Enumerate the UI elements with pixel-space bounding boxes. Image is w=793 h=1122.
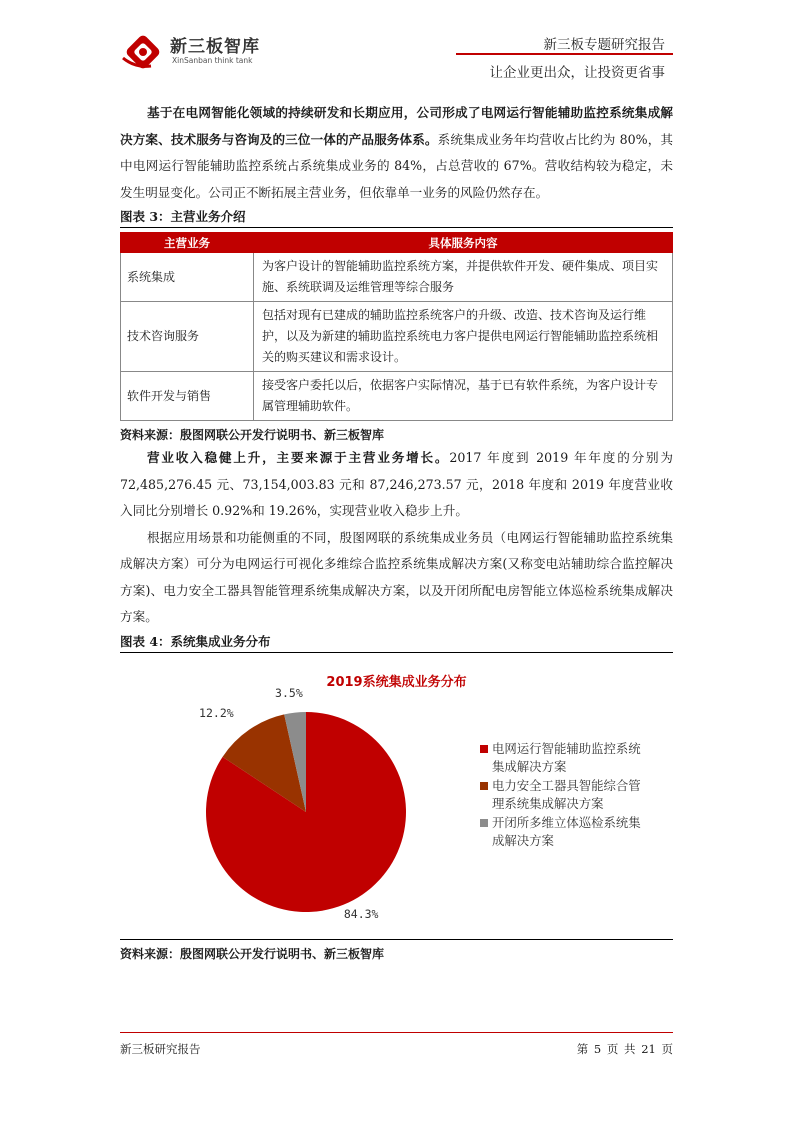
pie-value-label: 3.5% bbox=[275, 686, 303, 701]
table-header-business: 主营业务 bbox=[121, 233, 254, 253]
header-divider bbox=[456, 53, 673, 55]
logo-mark-icon bbox=[120, 30, 166, 74]
paragraph-segments: 根据应用场景和功能侧重的不同，殷图网联的系统集成业务员（电网运行智能辅助监控系统集成解决方案）可分为电网运行可视化多维综合监控系统集成解决方案(又称变电站辅助综合监控解决方案)、电力安全工器具智能管理系统集成解决方案，以及开闭所配电房智能立体巡检系统集成解决方案。 bbox=[120, 529, 673, 624]
business-name: 软件开发与销售 bbox=[121, 372, 254, 421]
legend-label: 集成解决方案 bbox=[492, 759, 567, 774]
table-row bbox=[121, 302, 673, 372]
legend-label: 电力安全工器具智能综合管 bbox=[492, 777, 641, 793]
figure-source: 资料来源：殷图网联公开发行说明书、新三板智库 bbox=[120, 946, 385, 961]
business-name: 技术咨询服务 bbox=[121, 302, 254, 372]
footer-left: 新三板研究报告 bbox=[120, 1042, 201, 1056]
paragraph-revenue bbox=[120, 445, 673, 525]
legend-item bbox=[480, 777, 680, 814]
page-number: 第 5 页 共 21 页 bbox=[576, 1042, 673, 1056]
logo bbox=[120, 30, 320, 74]
page-header bbox=[120, 24, 673, 94]
logo-subtitle: XinSanban think tank bbox=[172, 56, 253, 65]
chart-title: 2019系统集成业务分布 bbox=[326, 674, 467, 690]
business-name: 系统集成 bbox=[121, 253, 254, 302]
logo-name: 新三板智库 bbox=[170, 37, 260, 57]
business-desc: 为客户设计的智能辅助监控系统方案，并提供软件开发、硬件集成、项目实施、系统联调及运维管理等综合服务 bbox=[254, 253, 673, 302]
pie-value-label: 12.2% bbox=[199, 706, 234, 721]
legend-item bbox=[480, 814, 680, 851]
table-header-content: 具体服务内容 bbox=[254, 233, 673, 253]
legend-swatch bbox=[480, 782, 488, 790]
business-desc: 接受客户委托以后，依据客户实际情况，基于已有软件系统，为客户设计专属管理辅助软件。 bbox=[254, 372, 673, 421]
table-row bbox=[121, 253, 673, 302]
legend-swatch bbox=[480, 819, 488, 827]
chart-legend bbox=[480, 740, 680, 851]
pie-value-label: 84.3% bbox=[343, 907, 379, 922]
paragraph-product-system bbox=[120, 100, 673, 206]
business-table bbox=[120, 232, 673, 421]
pie-chart bbox=[120, 657, 673, 940]
table-row bbox=[121, 372, 673, 421]
business-desc: 包括对现有已建成的辅助监控系统客户的升级、改造、技术咨询及运行维护，以及为新建的辅助监控系统电力客户提供电网运行智能辅助监控系统相关的购买建议和需求设计。 bbox=[254, 302, 673, 372]
table-header-row bbox=[121, 233, 673, 253]
figure-caption: 图表 4：系统集成业务分布 bbox=[120, 633, 673, 653]
paragraph-body: 2017 年度到 2019 年年度的分别为 72,485,276.45 元、73,154,003.83 元和 87,246,273.57 元，2018 年度和 2019 年度营业收入同比分别增长 0.92%和 19.26%，实现营业收入稳步上升。 bbox=[120, 450, 673, 518]
report-slogan: 让企业更出众，让投资更省事 bbox=[489, 65, 665, 81]
report-title: 新三板专题研究报告 bbox=[543, 37, 665, 53]
legend-label: 理系统集成解决方案 bbox=[492, 796, 604, 811]
legend-item bbox=[480, 740, 680, 777]
paragraph-lead: 营业收入稳健上升，主要来源于主营业务增长。 bbox=[147, 450, 450, 465]
page-content bbox=[120, 100, 673, 964]
table-caption: 图表 3：主营业务介绍 bbox=[120, 208, 673, 228]
legend-label: 开闭所多维立体巡检系统集 bbox=[492, 814, 641, 830]
table-source: 资料来源：殷图网联公开发行说明书、新三板智库 bbox=[120, 428, 385, 442]
legend-label: 电网运行智能辅助监控系统 bbox=[492, 740, 641, 756]
footer-divider bbox=[120, 1032, 673, 1033]
legend-label: 成解决方案 bbox=[492, 833, 554, 848]
paragraph-body: 系统集成业务年均营收占比约为 80%，其中电网运行智能辅助监控系统占系统集成业务的 84%，占总营收的 67%。营收结构较为稳定，未发生明显变化。公司正不断拓展主营业务，但依靠单一业务的风险仍然存在。 bbox=[120, 131, 674, 200]
paragraph-lead: 基于在电网智能化领域的持续研发和长期应用，公司形成了电网运行智能辅助监控系统集成解决方案、技术服务与咨询及的三位一体的产品服务体系。 bbox=[120, 105, 673, 147]
legend-swatch bbox=[480, 745, 488, 753]
